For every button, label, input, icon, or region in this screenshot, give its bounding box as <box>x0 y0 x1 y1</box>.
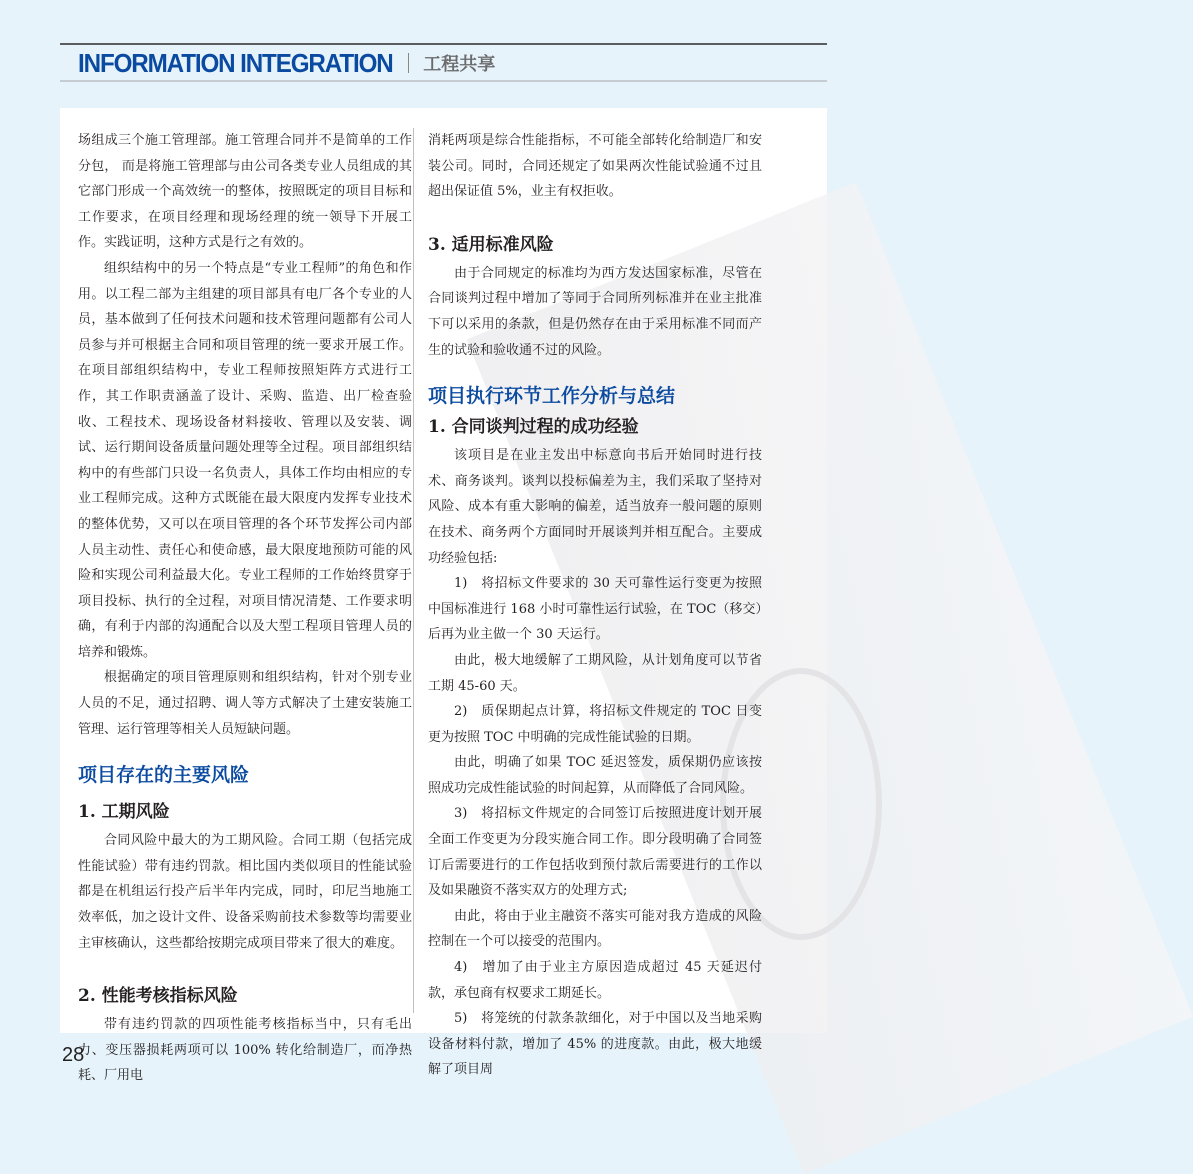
right-column <box>428 128 762 1083</box>
list-item: 2) 质保期起点计算，将招标文件规定的 TOC 日变更为按照 TOC 中明确的完成性能试验的日期。 <box>428 704 762 745</box>
subheading: 1. 合同谈判过程的成功经验 <box>428 417 639 438</box>
header-separator <box>408 53 409 73</box>
paragraph: 场组成三个施工管理部。施工管理合同并不是简单的工作分包， 而是将施工管理部与由公司各类专业人员组成的其它部门形成一个高效统一的整体，按照既定的项目目标和工作要求，在项目经理和现场经理的统一领导下开展工作。实践证明，这种方式是行之有效的。 <box>78 133 412 251</box>
section-heading: 项目存在的主要风险 <box>78 764 250 787</box>
paragraph: 该项目是在业主发出中标意向书后开始同时进行技术、商务谈判。谈判以投标偏差为主，我们采取了坚持对风险、成本有重大影响的偏差，适当放弃一般问题的原则在技术、商务两个方面同时开展谈判并相互配合。主要成功经验包括: <box>428 448 762 566</box>
paragraph: 由此，明确了如果 TOC 延迟签发，质保期仍应该按照成功完成性能试验的时间起算，从而降低了合同风险。 <box>428 755 762 796</box>
paragraph: 由于合同规定的标准均为西方发达国家标准，尽管在合同谈判过程中增加了等同于合同所列标准并在业主批准下可以采用的条款，但是仍然存在由于采用标准不同而产生的试验和验收通不过的风险。 <box>428 265 762 358</box>
section-name: 工程共享 <box>423 54 496 75</box>
list-item: 1) 将招标文件要求的 30 天可靠性运行变更为按照中国标准进行 168 小时可靠性运行试验，在 TOC（移交）后再为业主做一个 30 天运行。 <box>428 576 762 643</box>
list-item: 3) 将招标文件规定的合同签订后按照进度计划开展全面工作变更为分段实施合同工作。即分段明确了合同签订后需要进行的工作包括收到预付款后需要进行的工作以及如果融资不落实双方的处理方式; <box>428 806 762 899</box>
paragraph: 组织结构中的另一个特点是“专业工程师”的角色和作用。以工程二部为主组建的项目部具有电厂各个专业的人员，基本做到了任何技术问题和技术管理问题都有公司人员参与并可根据主合同和项目管理的统一要求开展工作。在项目部组织结构中，专业工程师按照矩阵方式进行工作，其工作职责涵盖了设计、采购、监造、出厂检查验收、工程技术、现场设备材料接收、管理以及安装、调试、运行期间设备质量问题处理等全过程。项目部组织结构中的有些部门只设一名负责人，具体工作均由相应的专业工程师完成。这种方式既能在最大限度内发挥专业技术的整体优势，又可以在项目管理的各个环节发挥公司内部人员主动性、责任心和使命感，最大限度地预防可能的风险和实现公司利益最大化。专业工程师的工作始终贯穿于项目投标、执行的全过程，对项目情况清楚、工作要求明确，有利于内部的沟通配合以及大型工程项目管理人员的培养和锻炼。 <box>78 260 412 660</box>
paragraph: 消耗两项是综合性能指标，不可能全部转化给制造厂和安装公司。同时，合同还规定了如果两次性能试验通不过且超出保证值 5%，业主有权拒收。 <box>428 133 762 200</box>
list-item: 4) 增加了由于业主方原因造成超过 45 天延迟付款，承包商有权要求工期延长。 <box>428 960 762 1001</box>
paragraph: 带有违约罚款的四项性能考核指标当中，只有毛出力、变压器损耗两项可以 100% 转化给制造厂，而净热耗、厂用电 <box>78 1017 412 1084</box>
header-bottom-rule <box>60 80 827 82</box>
section-heading: 项目执行环节工作分析与总结 <box>428 385 676 408</box>
paragraph: 由此，将由于业主融资不落实可能对我方造成的风险控制在一个可以接受的范围内。 <box>428 908 762 950</box>
subheading: 2. 性能考核指标风险 <box>78 986 238 1007</box>
magazine-section-title: INFORMATION INTEGRATION <box>78 47 393 78</box>
running-header <box>78 47 495 79</box>
left-column <box>78 128 412 1089</box>
paragraph: 根据确定的项目管理原则和组织结构，针对个别专业人员的不足，通过招聘、调人等方式解决了土建安装施工管理、运行管理等相关人员短缺问题。 <box>78 670 412 737</box>
list-item: 5) 将笼统的付款条款细化，对于中国以及当地采购设备材料付款，增加了 45% 的进度款。由此，极大地缓解了项目周 <box>428 1011 762 1078</box>
subheading: 3. 适用标准风险 <box>428 234 554 255</box>
subheading: 1. 工期风险 <box>78 802 170 823</box>
paragraph: 合同风险中最大的为工期风险。合同工期（包括完成性能试验）带有违约罚款。相比国内类似项目的性能试验都是在机组运行投产后半年内完成，同时，印尼当地施工效率低，加之设计文件、设备采购前技术参数等均需要业主审核确认，这些都给按期完成项目带来了很大的难度。 <box>78 833 412 951</box>
paragraph: 由此，极大地缓解了工期风险，从计划角度可以节省工期 45-60 天。 <box>428 652 762 694</box>
page-number: 28 <box>62 1044 85 1066</box>
header-top-rule <box>60 43 827 45</box>
column-divider <box>413 128 414 1013</box>
